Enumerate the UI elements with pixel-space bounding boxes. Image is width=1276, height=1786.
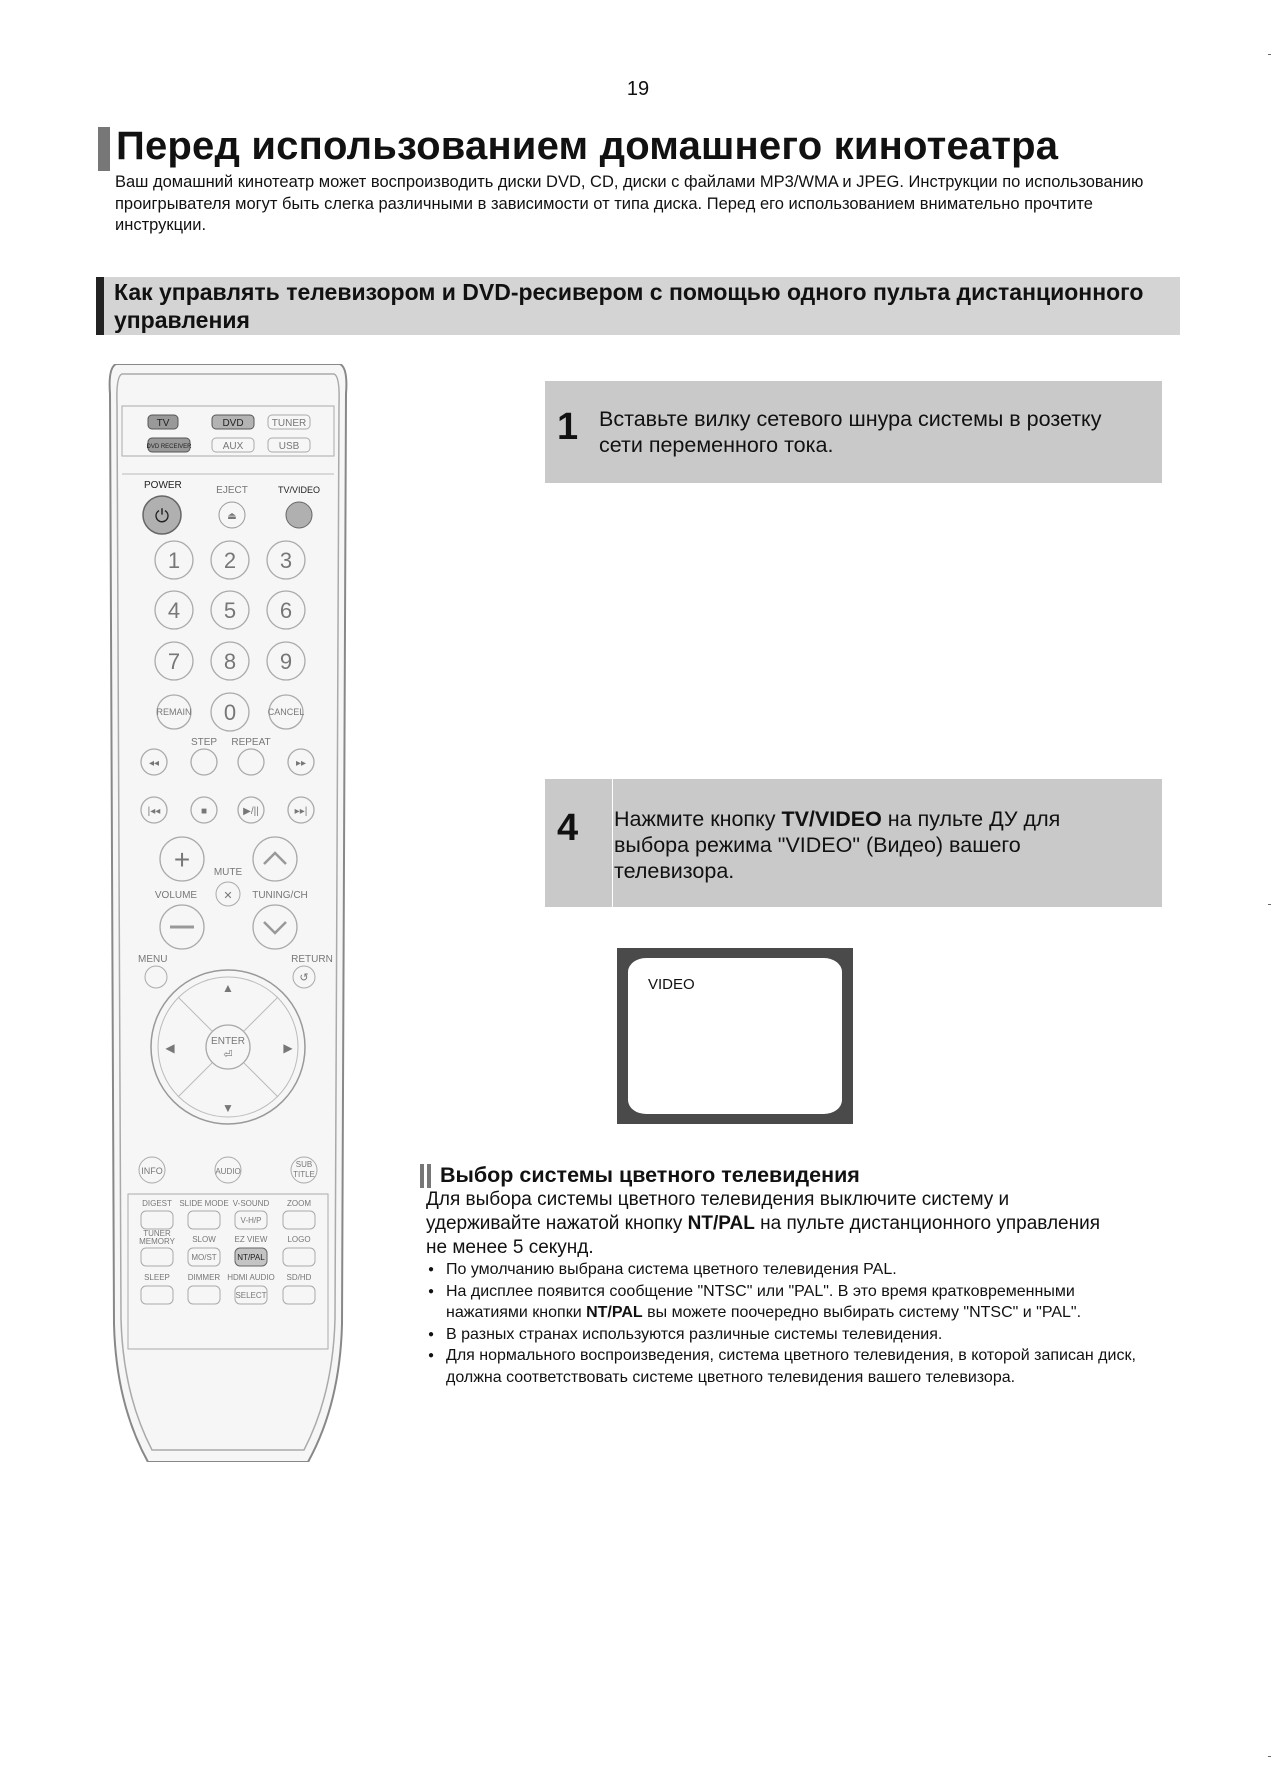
digit-1: 1: [167, 548, 181, 573]
subsection-paragraph: Для выбора системы цветного телевидения выключите систему и удерживайте нажатой кнопку NT/PAL на пульте дистанционного управления не менее 5 секунд.: [426, 1189, 1101, 1258]
tuning-label: TUNING/CH: [252, 890, 308, 901]
sd-hd-label: SD/HD: [286, 1273, 312, 1282]
tv-video-label: TV/VIDEO: [277, 485, 321, 495]
step-4-number: 4: [557, 807, 579, 849]
step-1-number: 1: [557, 406, 579, 448]
svg-text:⏻: ⏻: [154, 506, 170, 526]
down-arrow-icon: ▼: [222, 1101, 234, 1115]
usb-mode-label: USB: [278, 441, 300, 452]
menu-label: MENU: [138, 954, 168, 965]
mute-label: MUTE: [213, 867, 243, 878]
title-marker: [98, 127, 110, 171]
step-label: STEP: [190, 737, 218, 748]
right-arrow-icon: ▶: [283, 1041, 293, 1055]
digit-5: 5: [223, 598, 237, 623]
up-arrow-icon: ▲: [222, 981, 234, 995]
tuner-memory-label-2: MEMORY: [139, 1237, 175, 1246]
v-sound-label: V-SOUND: [232, 1199, 270, 1208]
subtitle-label-2: TITLE: [293, 1170, 315, 1179]
bullet-item: ● По умолчанию выбрана система цветного телевидения PAL.: [426, 1259, 1146, 1281]
tv-illustration: [617, 948, 853, 1124]
section-header-marker: [96, 277, 104, 335]
fast-forward-icon: ▸▸: [295, 758, 307, 769]
digest-label: DIGEST: [142, 1199, 172, 1208]
return-icon: ↺: [299, 972, 309, 984]
subsection-title: Выбор системы цветного телевидения: [440, 1163, 860, 1187]
select-label: SELECT: [235, 1291, 267, 1300]
bullet-item: ● На дисплее появится сообщение "NTSC" или "PAL". В это время кратковременными нажатиями кнопки NT/PAL вы можете поочередно выбирать систему "NTSC" и "PAL".: [426, 1281, 1146, 1324]
dimmer-label: DIMMER: [187, 1273, 221, 1282]
power-label: POWER: [144, 480, 182, 491]
tv-screen: [628, 958, 842, 1114]
step-4-text: Нажмите кнопку TV/VIDEO на пульте ДУ для выбора режима "VIDEO" (Видео) вашего телевизора.: [614, 807, 1061, 883]
skip-forward-icon: ▸▸|: [294, 806, 308, 817]
section-title: Как управлять телевизором и DVD-ресивером с помощью одного пульта дистанционного управления: [114, 279, 1144, 333]
edge-mark: [1268, 904, 1271, 905]
tv-video-button-icon: [286, 502, 312, 528]
step-1-text: Вставьте вилку сетевого шнура системы в розетку сети переменного тока.: [599, 407, 1102, 457]
sleep-label: SLEEP: [144, 1273, 170, 1282]
rewind-icon: ◂◂: [148, 758, 160, 769]
return-label: RETURN: [291, 954, 333, 965]
dvd-receiver-label: DVD RECEIVER: [146, 444, 192, 450]
info-label: INFO: [141, 1166, 163, 1176]
repeat-label: REPEAT: [231, 737, 271, 748]
skip-back-icon: |◂◂: [147, 806, 161, 817]
step-4-divider: [612, 779, 613, 907]
subsection-marker: [420, 1164, 434, 1188]
digit-8: 8: [223, 649, 237, 674]
page-title: Перед использованием домашнего кинотеатра: [116, 124, 1059, 168]
digit-0: 0: [223, 700, 237, 725]
tv-mode-label: TV: [156, 418, 170, 429]
edge-mark: [1268, 1756, 1271, 1757]
tuner-memory-label-1: TUNER: [143, 1229, 171, 1238]
cancel-label: CANCEL: [267, 707, 305, 717]
subtitle-label-1: SUB: [295, 1160, 313, 1169]
enter-label: ENTER: [211, 1036, 245, 1047]
play-pause-icon: ▶/||: [243, 806, 259, 817]
logo-label: LOGO: [287, 1235, 311, 1244]
vhp-label: V-H/P: [240, 1216, 262, 1225]
slide-mode-label: SLIDE MODE: [179, 1199, 229, 1208]
slow-label: SLOW: [192, 1235, 216, 1244]
remain-label: REMAIN: [156, 707, 192, 717]
tuner-mode-label: TUNER: [271, 418, 307, 429]
stop-icon: ■: [200, 806, 208, 817]
hdmi-audio-label: HDMI AUDIO: [227, 1273, 275, 1282]
mo-st-label: MO/ST: [191, 1253, 217, 1262]
left-arrow-icon: ◀: [165, 1041, 175, 1055]
page-number: 19: [626, 78, 650, 100]
mute-icon: ✕: [223, 890, 233, 902]
zoom-label: ZOOM: [287, 1199, 311, 1208]
bullet-item: ● Для нормального воспроизведения, система цветного телевидения, в которой записан диск, должна соответствовать системе цветного телевидения вашего телевизора.: [426, 1345, 1146, 1388]
digit-6: 6: [279, 598, 293, 623]
edge-mark: [1268, 54, 1271, 55]
enter-icon: ⏎: [223, 1049, 233, 1061]
bullet-item: ● В разных странах используются различные системы телевидения.: [426, 1324, 1146, 1346]
subsection-bullets: [426, 1259, 1146, 1388]
digit-4: 4: [167, 598, 181, 623]
intro-paragraph: Ваш домашний кинотеатр может воспроизводить диски DVD, CD, диски с файлами MP3/WMA и JPEG. Инструкции по использованию проигрывателя могут быть слегка различными в зависимости от типа диска. Перед его использованием внимательно прочтите инструкции.: [115, 173, 1144, 234]
digit-9: 9: [279, 649, 293, 674]
svg-text:⏏: ⏏: [227, 511, 237, 522]
aux-mode-label: AUX: [222, 441, 244, 452]
tv-screen-label: VIDEO: [648, 976, 695, 993]
digit-3: 3: [279, 548, 293, 573]
ez-view-label: EZ VIEW: [234, 1235, 268, 1244]
digit-7: 7: [167, 649, 181, 674]
dvd-mode-label: DVD: [222, 418, 244, 429]
volume-up-icon: +: [173, 844, 191, 875]
digit-2: 2: [223, 548, 237, 573]
eject-label: EJECT: [216, 485, 248, 496]
audio-label: AUDIO: [215, 1167, 241, 1176]
remote-control-illustration: [108, 364, 348, 1462]
nt-pal-label: NT/PAL: [237, 1253, 265, 1262]
volume-label: VOLUME: [154, 890, 198, 901]
